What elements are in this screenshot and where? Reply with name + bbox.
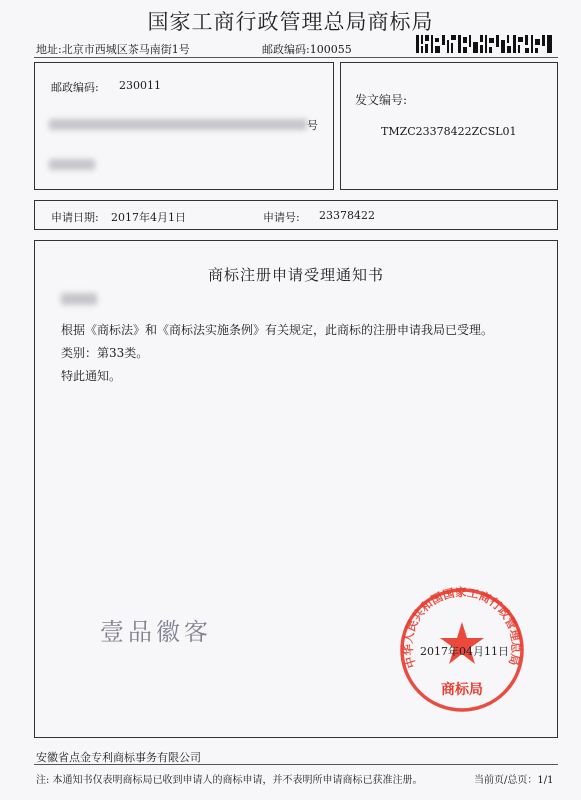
notice-title: 商标注册申请受理通知书	[207, 266, 384, 284]
seal-date: 2017年04月11日	[420, 645, 509, 658]
recipient-box	[34, 62, 334, 190]
redacted-recipient-name	[49, 159, 95, 170]
redacted-recipient-address	[49, 119, 307, 130]
notice-body-line-2: 类别：第33类。	[61, 346, 149, 360]
seal-unit-text: 商标局	[441, 682, 483, 698]
seal-org-text: 中华人民共和国国家工商行政管理总局	[400, 586, 524, 670]
application-info-box	[34, 200, 558, 230]
filing-date-label: 申请日期:	[51, 211, 99, 224]
doc-number-box	[340, 62, 558, 190]
application-number-value: 23378422	[319, 209, 375, 222]
recipient-address-tail: 号	[307, 119, 318, 132]
redacted-applicant-name	[61, 293, 97, 305]
header-divider	[34, 57, 558, 58]
agent-name: 安徽省点金专利商标事务有限公司	[36, 751, 201, 764]
recipient-postal-label: 邮政编码:	[51, 81, 99, 94]
notice-body-line-1: 根据《商标法》和《商标法实施条例》有关规定，此商标的注册申请我局已受理。	[61, 323, 494, 337]
page-indicator: 当前页/总页：1/1	[474, 775, 554, 786]
footer-note: 注: 本通知书仅表明商标局已收到申请人的商标申请，并不表明所申请商标已获准注册。	[36, 775, 423, 786]
notice-body-line-3: 特此通知。	[61, 369, 122, 383]
footer-divider	[34, 764, 558, 765]
issuer-address: 地址:北京市西城区茶马南街1号	[36, 43, 190, 56]
issuer-postal-code: 邮政编码:100055	[262, 43, 352, 56]
doc-number-label: 发文编号:	[355, 93, 408, 107]
issuer-title: 国家工商行政管理总局商标局	[147, 10, 434, 34]
barcode-image	[416, 34, 552, 54]
watermark-text: 壹品徽客	[100, 618, 212, 646]
application-number-label: 申请号:	[263, 211, 300, 224]
recipient-postal-code: 230011	[119, 79, 161, 92]
doc-number-value: TMZC23378422ZCSL01	[381, 125, 517, 138]
filing-date-value: 2017年4月1日	[111, 211, 186, 224]
